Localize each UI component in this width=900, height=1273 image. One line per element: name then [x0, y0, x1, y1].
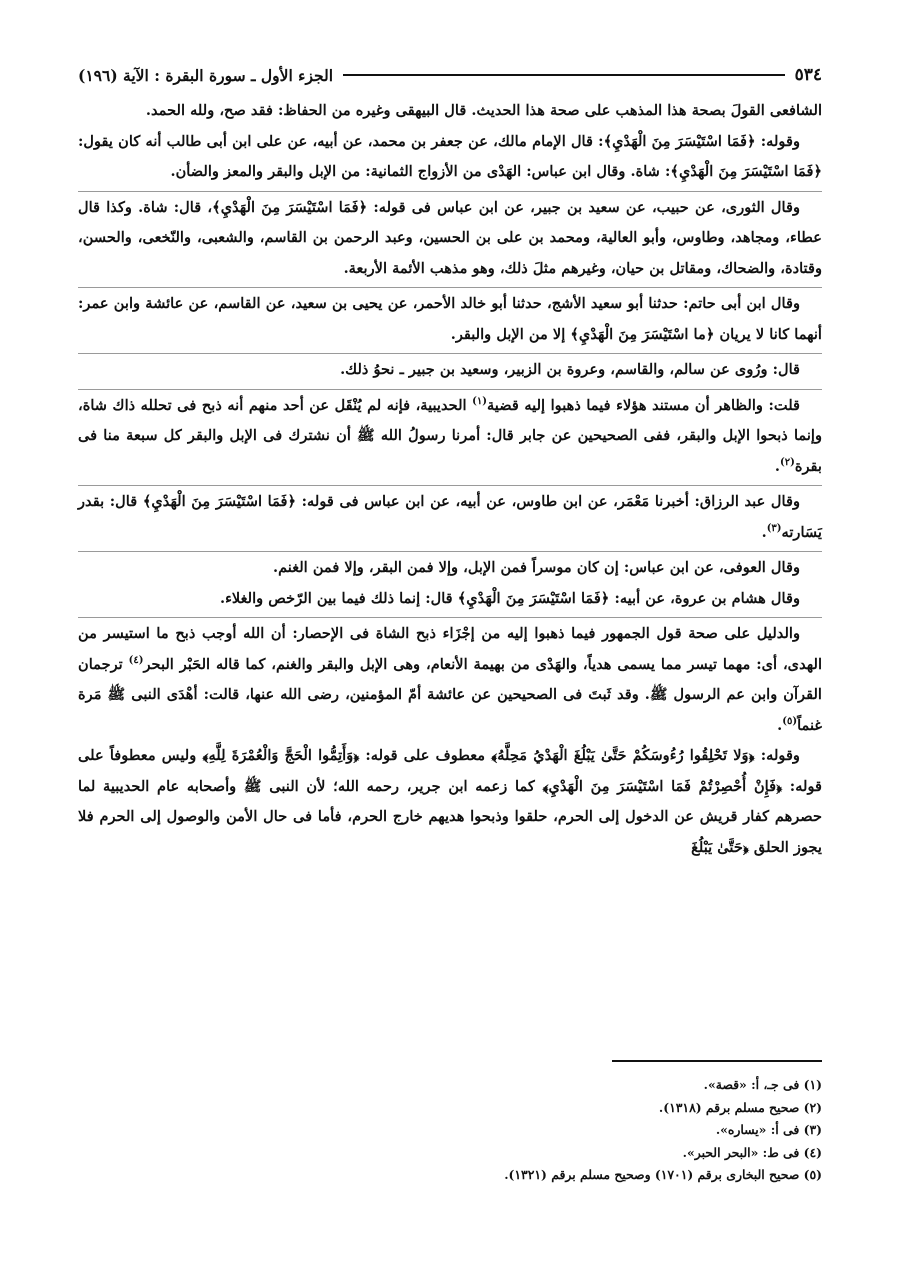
paragraph [78, 389, 822, 483]
paragraph [78, 127, 822, 188]
text-run: الشافعى القولَ بصحة هذا المذهب على صحة هذا الحديث. قال البيهقى وغيره من الحفاظ: فقد صح، ولله الحمد. [145, 102, 822, 119]
paragraph [78, 485, 822, 548]
footnote-ref: (٢) [780, 456, 795, 468]
text-run: وقال عبد الرزاق: أخبرنا مَعْمَر، عن ابن طاوس، عن أبيه، عن ابن عباس فى قوله: [296, 493, 800, 510]
paragraph [78, 584, 822, 615]
text-run: وقال العوفى، عن ابن عباس: إن كان موسراً فمن الإبل، وإلا فمن البقر، وإلا فمن الغنم. [273, 559, 800, 576]
text-run: وقال ابن أبى حاتم: حدثنا أبو سعيد الأشج، حدثنا أبو خالد الأحمر، عن يحيى بن سعيد، عن القاسم، عن عائشة وابن عمر: أنهما كانا لا يريان [78, 295, 822, 343]
text-run: إلا من الإبل والبقر. [450, 325, 571, 343]
paragraph [78, 96, 822, 127]
footnote: (١) فى جـ، أ: «قصة». [703, 1077, 822, 1092]
quran-verse: ﴿فَإِنْ أُحْصِرْتُمْ فَمَا اسْتَيْسَرَ مِنَ الْهَدْيِ﴾ [542, 777, 783, 795]
footnote: (٢) صحيح مسلم برقم (١٣١٨). [658, 1099, 822, 1115]
text-run: قلت: والظاهر أن مستند هؤلاء فيما ذهبوا إليه قضية [486, 396, 800, 414]
quran-verse: ﴿وَلا تَحْلِقُوا رُءُوسَكُمْ حَتَّىٰ يَبْلُغَ الْهَدْيُ مَحِلَّهُ﴾ [491, 747, 755, 764]
text-run: . [777, 716, 783, 734]
paragraph [78, 617, 822, 741]
header-rule [343, 74, 785, 76]
text-run: ، قال: شاة. وكذا قال عطاء، ومجاهد، وطاوس، وأبو العالية، ومحمد بن على بن الحسين، وعبد الرحمن بن القاسم، والشعبى، والنّخعى، والحسن، وقتادة، والضحاك، ومقاتل بن حيان، وغيرهم مثلَ ذلك، وهو مذهب الأئمة الأربعة. [78, 198, 822, 277]
quran-verse: ﴿فَمَا اسْتَيْسَرَ مِنَ الْهَدْيِ﴾ [142, 493, 297, 510]
running-header [78, 60, 822, 90]
body-text [78, 96, 822, 863]
text-run: وليس معطوفاً على قوله: [78, 747, 822, 795]
running-title: الجزء الأول ـ سورة البقرة : الآية (١٩٦) [78, 65, 334, 85]
text-run: ترجمان القرآن وابن عم الرسول ﷺ. وقد ثَبتَ فى الصحيحين عن عائشة أمّ المؤمنين، رضى الله عنها، قالت: أهْدَى النبى ﷺ مَرة غنماً [78, 655, 822, 734]
text-run: وقال هشام بن عروة، عن أبيه: [609, 589, 800, 607]
quran-verse: ﴿فَمَا اسْتَيْسَرَ مِنَ الْهَدْيِ﴾ [457, 589, 610, 607]
footnote-ref: (١) [472, 395, 487, 407]
text-run: وقوله: [754, 747, 800, 764]
quran-verse: ﴿فَمَا اسْتَيْسَرَ مِنَ الْهَدْيِ﴾ [670, 163, 822, 180]
text-run: وقال الثورى، عن حبيب، عن سعيد بن جبير، عن ابن عباس فى قوله: [367, 198, 800, 216]
footnote: (٥) صحيح البخارى برقم (١٧٠١) وصحيح مسلم برقم (١٣٢١). [504, 1167, 822, 1182]
paragraph [78, 353, 822, 386]
text-run: قال: بقدر يَسَارته [78, 493, 822, 541]
text-run: والدليل على صحة قول الجمهور فيما ذهبوا إليه من إجْزَاء ذبح الشاة فى الإحصار: أن الله أوجب ذبح ما استيسر من الهدى، أى: مهما تيسر مما يسمى هدياً، والهَدْى من بهيمة الأنعام، وهى الإبل والبقر والغنم، كما قاله الحَبْر البحر [78, 625, 822, 673]
quran-verse: ﴿فَمَا اسْتَيْسَرَ مِنَ الْهَدْيِ﴾ [212, 198, 368, 216]
paragraph [78, 741, 822, 863]
footnote-ref: (٣) [766, 522, 782, 534]
footnote: (٣) فى أ: «يساره». [715, 1122, 822, 1137]
text-run: معطوف على قوله: [359, 747, 492, 764]
quran-verse: ﴿فَمَا اسْتَيْسَرَ مِنَ الْهَدْيِ﴾ [603, 132, 756, 150]
text-run: كما زعمه ابن جرير، رحمه الله؛ لأن النبى ﷺ وأصحابه عام الحديبية لما حصرهم كفار قريش عن الدخول إلى الحرم، حلقوا وذبحوا هديهم خارج الحرم، فأما فى حال الأمن والوصول إلى الحرم فلا يجوز الحلق [78, 777, 822, 856]
text-run: : قال الإمام مالك، عن جعفر بن محمد، عن أبيه، عن على ابن أبى طالب أنه كان يقول: [78, 132, 604, 150]
footnote-ref: (٤) [128, 654, 144, 666]
page-number: ٥٣٤ [794, 65, 822, 85]
paragraph [78, 551, 822, 584]
text-run: قال: إنما ذلك فيما بين الرّخص والغلاء. [219, 589, 458, 607]
quran-verse: ﴿ما اسْتَيْسَرَ مِنَ الْهَدْيِ﴾ [570, 325, 715, 343]
text-run: . [761, 523, 767, 541]
paragraph [78, 191, 822, 285]
footnote-ref: (٥) [782, 715, 798, 727]
footnotes [78, 1060, 822, 1187]
quran-verse: ﴿وَأَتِمُّوا الْحَجَّ وَالْعُمْرَةَ لِلَّهِ﴾ [202, 747, 360, 764]
text-run: : شاة. وقال ابن عباس: الهَدْى من الأزواج الثمانية: من الإبل والبقر والمعز والضأن. [170, 163, 671, 180]
text-run: الحديبية، فإنه لم يُنْقَل عن أحد منهم أنه ذبح فى تحلله ذاك شاة، وإنما ذبحوا الإبل والبقر، ففى الصحيحين عن جابر قال: أمرنا رسولُ الله ﷺ أن نشترك فى الإبل والبقر كل سبعة منا فى بقرة [78, 396, 822, 475]
paragraph [78, 287, 822, 350]
text-run: . [774, 457, 780, 475]
quran-verse: ﴿حَتَّىٰ يَبْلُغَ [691, 838, 749, 856]
text-run: قال: ورُوى عن سالم، والقاسم، وعروة بن الزبير، وسعيد بن جبير ـ نحوُ ذلك. [340, 361, 800, 378]
book-page [78, 60, 822, 1250]
text-run: وقوله: [755, 132, 800, 150]
footnote: (٤) فى ط: «البحر الحبر». [682, 1144, 822, 1160]
footnote-rule [612, 1060, 822, 1062]
